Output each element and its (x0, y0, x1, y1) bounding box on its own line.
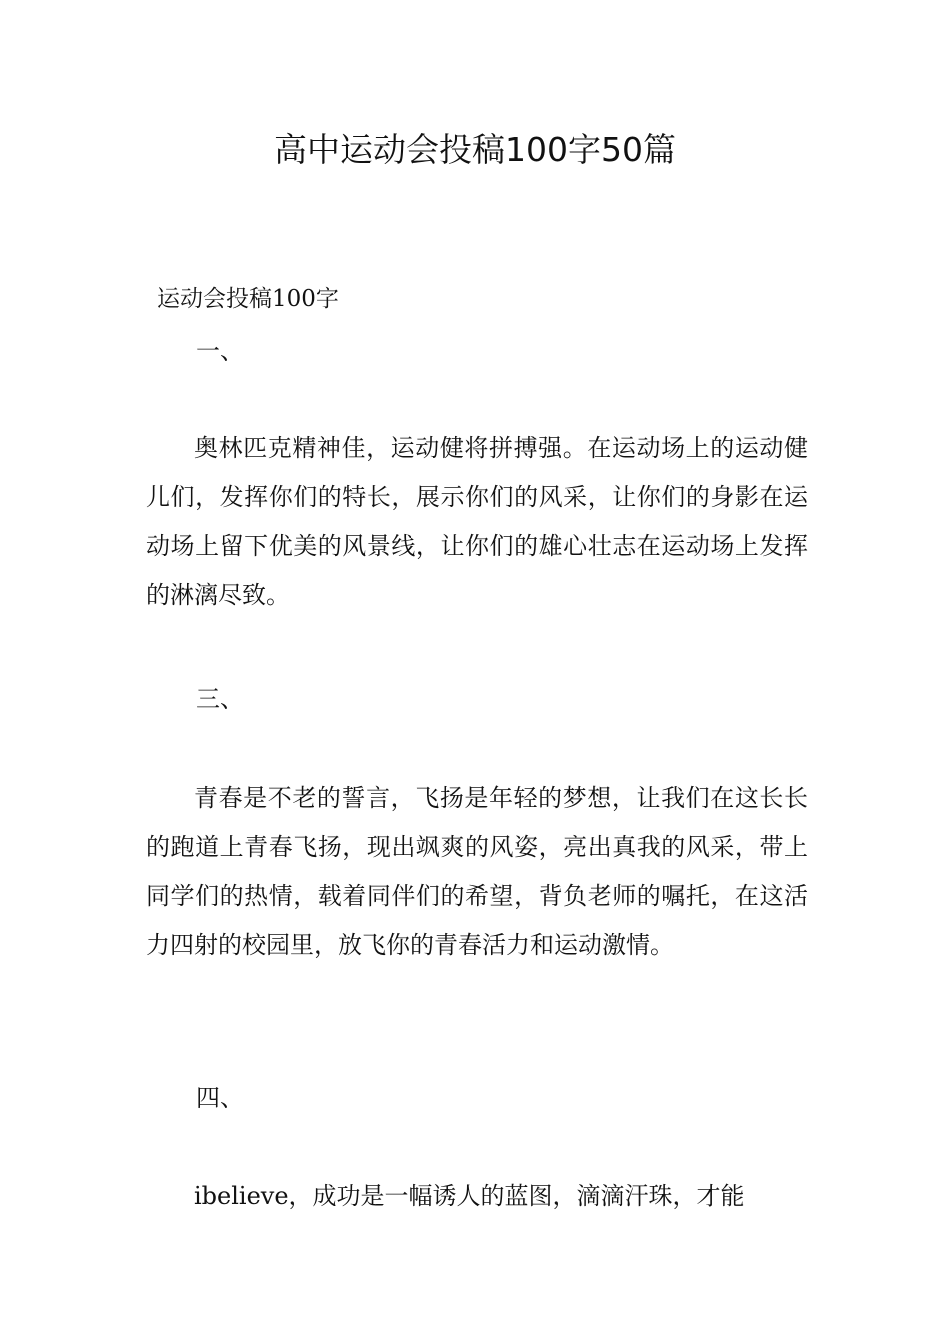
section-paragraph-1: 奥林匹克精神佳，运动健将拼搏强。在运动场上的运动健儿们，发挥你们的特长，展示你们的风采，让你们的身影在运动场上留下优美的风景线，让你们的雄心壮志在运动场上发挥的淋漓尽致。 (146, 434, 808, 609)
document-subtitle: 运动会投稿100字 (157, 286, 339, 312)
document-title: 高中运动会投稿100字50篇 (274, 130, 676, 169)
section-paragraph-4: ibelieve，成功是一幅诱人的蓝图，滴滴汗珠，才能 (194, 1182, 745, 1210)
section-heading-1: 一、 (196, 337, 244, 365)
section-heading-3: 三、 (196, 685, 244, 713)
section-paragraph-3: 青春是不老的誓言，飞扬是年轻的梦想，让我们在这长长的跑道上青春飞扬，现出飒爽的风姿，亮出真我的风采，带上同学们的热情，载着同伴们的希望，背负老师的嘱托，在这活力四射的校园里，放飞你的青春活力和运动激情。 (146, 784, 808, 959)
section-heading-4: 四、 (196, 1084, 244, 1112)
